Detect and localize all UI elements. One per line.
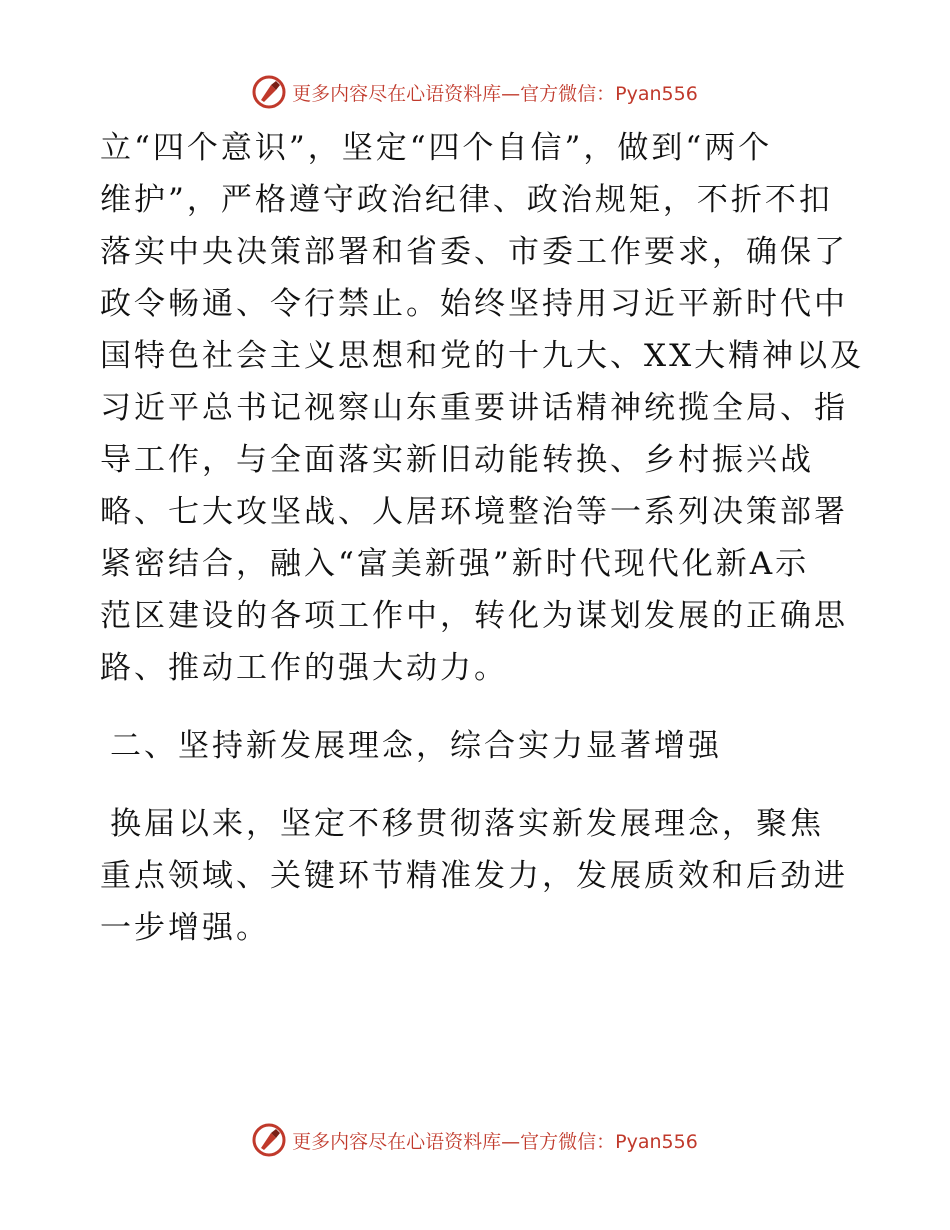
header-watermark	[0, 72, 950, 112]
pen-nib-logo-icon	[252, 1123, 286, 1157]
paragraph-2	[100, 798, 870, 954]
footer-watermark	[0, 1120, 950, 1160]
paragraph-1	[100, 122, 870, 694]
text-line: 换届以来，坚定不移贯彻落实新发展理念，聚焦	[110, 806, 824, 842]
text-line: 范区建设的各项工作中，转化为谋划发展的正确思	[100, 598, 848, 634]
text-line: 紧密结合，融入“富美新强”新时代现代化新A示	[100, 546, 810, 582]
pen-nib-logo-icon	[252, 75, 286, 109]
footer-watermark-text: 更多内容尽在心语资料库—官方微信：Pyan556	[292, 1130, 698, 1153]
paragraph-gap	[100, 772, 870, 798]
section-heading: 二、坚持新发展理念，综合实力显著增强	[110, 728, 722, 764]
text-line: 落实中央决策部署和省委、市委工作要求，确保了	[100, 234, 848, 270]
text-line: 重点领域、关键环节精准发力，发展质效和后劲进	[100, 858, 848, 894]
paragraph-gap	[100, 694, 870, 720]
header-watermark-text: 更多内容尽在心语资料库—官方微信：Pyan556	[292, 82, 698, 105]
text-line: 一步增强。	[100, 910, 270, 946]
document-body	[100, 122, 870, 954]
text-line: 维护”，严格遵守政治纪律、政治规矩，不折不扣	[100, 182, 833, 218]
text-line: 习近平总书记视察山东重要讲话精神统揽全局、指	[100, 390, 848, 426]
text-line: 立“四个意识”，坚定“四个自信”，做到“两个	[100, 130, 773, 166]
text-line: 略、七大攻坚战、人居环境整治等一系列决策部署	[100, 494, 848, 530]
text-line: 政令畅通、令行禁止。始终坚持用习近平新时代中	[100, 286, 848, 322]
text-line: 国特色社会主义思想和党的十九大、XX大精神以及	[100, 338, 865, 374]
text-line: 导工作，与全面落实新旧动能转换、乡村振兴战	[100, 442, 814, 478]
text-line: 路、推动工作的强大动力。	[100, 650, 508, 686]
